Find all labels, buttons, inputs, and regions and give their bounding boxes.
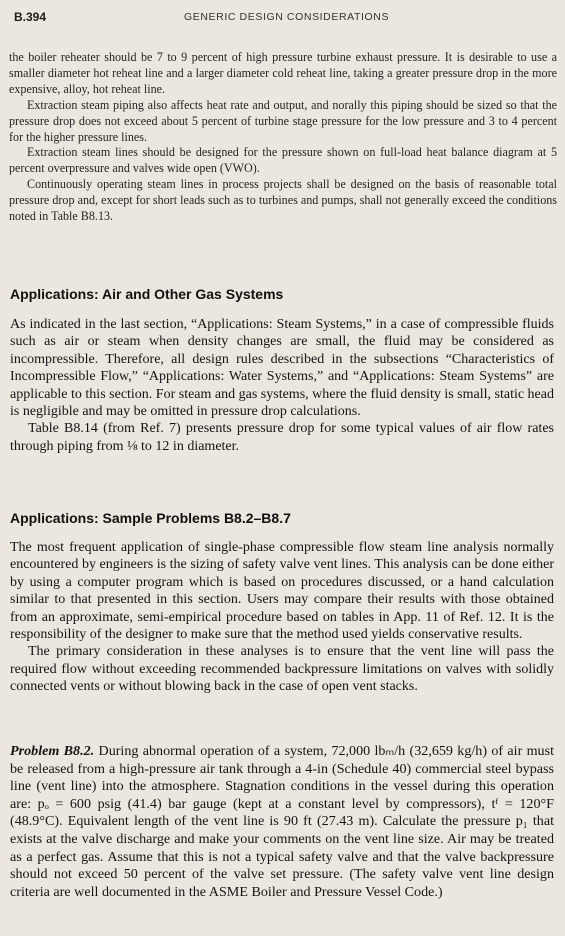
problem-text: During abnormal operation of a system, 72,000 lbₘ/h (32,659 kg/h) of air must be released from a high-pressure air tank through a 4-in (Schedule 40) commercial steel bypass line (vent line) into the atmosphere. Stagnation conditions in the vessel during this operation are: pₒ = 600 psig (41.4) bar gauge (kept at a constant level by compressors), tᶠ = 120°F (48.9°C). Equivalent length of the vent line is 90 ft (27.43 m). Calculate the pressure p₁ that exists at the valve discharge and make your comments on the vent line size. Air may be treated as a perfect gas. Assume that this is not a typical safety valve and that the valve backpressure should not exceed 50 percent of the valve set pressure. (The safety valve vent line design criteria are well documented in the ASME Boiler and Pressure Vessel Code.) — [10, 743, 555, 900]
problem-b8-2 — [10, 743, 554, 901]
paragraph: Table B8.14 (from Ref. 7) presents pressure drop for some typical values of air flow rates through piping from ⅛ to 12 in diameter. — [10, 421, 554, 454]
paragraph: the boiler reheater should be 7 to 9 percent of high pressure turbine exhaust pressure. It is desirable to use a smaller diameter hot reheat line and a larger diameter cold reheat line, taking a greater pressure drop in the more expensive, alloy, hot reheat line. — [9, 50, 557, 96]
paragraph: As indicated in the last section, “Applications: Steam Systems,” in a case of compressible fluids such as air or steam when density changes are small, the fluid may be considered as incompressible. Therefore, all design rules described in the subsections “Characteristics of Incompressible Flow,” “Applications: Water Systems,” and “Applications: Steam Systems” are applicable to this section. For steam and gas systems, where the fluid density is small, static head is negligible and may be omitted in pressure drop calculations. — [10, 317, 554, 420]
problem-paragraph — [10, 743, 554, 901]
steam-section-continued — [9, 50, 557, 225]
paragraph: The most frequent application of single-phase compressible flow steam line analysis normally encountered by engineers is the sizing of safety valve vent lines. This analysis can be done either by using a computer program which is based on procedures discussed, or a hand calculation similar to that presented in this section. Users may compare their results with those obtained from an approximate, semi-empirical procedure based on tables in App. 11 of Ref. 12. It is the responsibility of the designer to make sure that the method used yields conservative results. — [10, 540, 554, 643]
samples-section-body — [10, 539, 554, 696]
problem-label: Problem B8.2. — [10, 743, 95, 759]
air-section-body — [10, 316, 554, 455]
section-heading-air: Applications: Air and Other Gas Systems — [10, 286, 284, 302]
running-header — [14, 10, 554, 30]
running-title: GENERIC DESIGN CONSIDERATIONS — [184, 11, 390, 23]
paragraph: Extraction steam lines should be designed for the pressure shown on full-load heat balance diagram at 5 percent overpressure and valves wide open (VWO). — [9, 145, 557, 176]
paragraph: Extraction steam piping also affects heat rate and output, and norally this piping should be sized so that the pressure drop does not exceed about 5 percent of turbine stage pressure for the low pressure and 3 to 4 percent for the higher pressure lines. — [9, 97, 557, 144]
page-number: B.394 — [14, 10, 47, 24]
section-heading-samples: Applications: Sample Problems B8.2–B8.7 — [10, 510, 291, 526]
paragraph: The primary consideration in these analyses is to ensure that the vent line will pass the required flow without exceeding recommended backpressure limitations on valves with solidly connected vents or without blowing back in the case of open vent stacks. — [10, 644, 554, 695]
paragraph: Continuously operating steam lines in process projects shall be designed on the basis of reasonable total pressure drop and, except for short leads such as to turbines and pumps, shall not generally exceed the conditions noted in Table B8.13. — [9, 177, 557, 224]
